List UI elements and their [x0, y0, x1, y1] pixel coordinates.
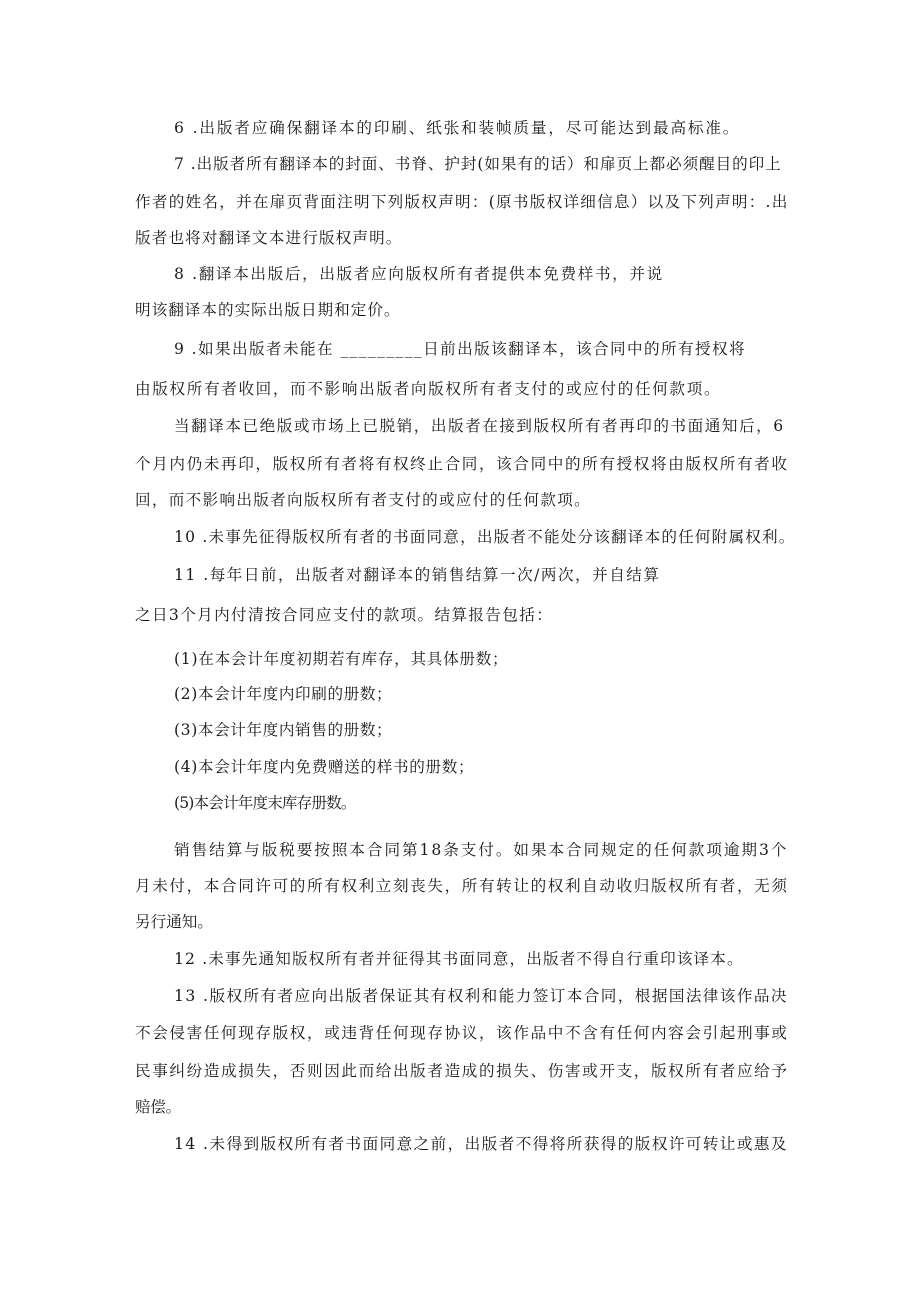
clause-12-line-1: 12 .未事先通知版权所有者并征得其书面同意，出版者不得自行重印该译本。 — [174, 950, 744, 968]
settlement-item-4: (4)本会计年度内免费赠送的样书的册数； — [174, 758, 475, 776]
settlement-terms-line-3: 另行通知。 — [135, 913, 213, 931]
clause-9-line-2: 由版权所有者收回，而不影响出版者向版权所有者支付的或应付的任何款项。 — [135, 380, 722, 398]
clause-6-line-1: 6 .出版者应确保翻译本的印刷、纸张和装帧质量，尽可能达到最高标准。 — [174, 119, 741, 137]
settlement-terms-line-1: 销售结算与版税要按照本合同第18条支付。如果本合同规定的任何款项逾期3个 — [174, 841, 789, 859]
clause-7-line-1: 7 .出版者所有翻译本的封面、书脊、护封(如果有的话）和扉页上都必须醒目的印上 — [174, 155, 782, 173]
settlement-item-3: (3)本会计年度内销售的册数； — [174, 721, 393, 739]
clause-10-line-1: 10 .未事先征得版权所有者的书面同意，出版者不能处分该翻译本的任何附属权利。 — [174, 528, 796, 546]
settlement-item-5: (5)本会计年度末库存册数。 — [174, 794, 356, 812]
clause-9-line-1: 9 .如果出版者未能在 _________日前出版该翻译本，该合同中的所有授权将 — [174, 340, 746, 358]
clause-11-line-1: 11 .每年日前，出版者对翻译本的销售结算一次/两次，并自结算 — [174, 566, 661, 584]
clause-8-line-1: 8 .翻译本出版后，出版者应向版权所有者提供本免费样书，并说 — [174, 265, 664, 283]
clause-13-line-4: 赔偿。 — [135, 1098, 181, 1116]
settlement-item-1: (1)在本会计年度初期若有库存，其具体册数； — [174, 650, 509, 668]
clause-11-line-2: 之日3个月内付清按合同应支付的款项。结算报告包括： — [135, 606, 554, 624]
clause-8-line-2: 明该翻译本的实际出版日期和定价。 — [135, 301, 401, 319]
clause-9-para-2-line-3: 回，而不影响出版者向版权所有者支付的或应付的任何款项。 — [135, 491, 592, 509]
clause-7-line-2: 作者的姓名，并在扉页背面注明下列版权声明：(原书版权详细信息）以及下列声明：.出 — [135, 193, 789, 211]
clause-13-line-1: 13 .版权所有者应向出版者保证其有权利和能力签订本合同，根据国法律该作品决 — [174, 987, 788, 1005]
clause-9-para-2-line-2: 个月内仍未再印，版权所有者将有权终止合同，该合同中的所有授权将由版权所有者收 — [135, 455, 789, 473]
settlement-terms-line-2: 月未付，本合同许可的所有权利立刻丧失，所有转让的权利自动收归版权所有者，无须 — [135, 877, 789, 895]
clause-7-line-3: 版者也将对翻译文本进行版权声明。 — [135, 229, 403, 247]
clause-13-line-3: 民事纠纷造成损失，否则因此而给出版者造成的损失、伤害或开支，版权所有者应给予 — [135, 1062, 789, 1080]
clause-9-para-2-line-1: 当翻译本已绝版或市场上已脱销，出版者在接到版权所有者再印的书面通知后，6 — [174, 417, 785, 435]
clause-13-line-2: 不会侵害任何现存版权，或违背任何现存协议，该作品中不含有任何内容会引起刑事或 — [135, 1024, 789, 1042]
clause-14-line-1: 14 .未得到版权所有者书面同意之前，出版者不得将所获得的版权许可转让或惠及 — [174, 1135, 788, 1153]
settlement-item-2: (2)本会计年度内印刷的册数； — [174, 685, 393, 703]
